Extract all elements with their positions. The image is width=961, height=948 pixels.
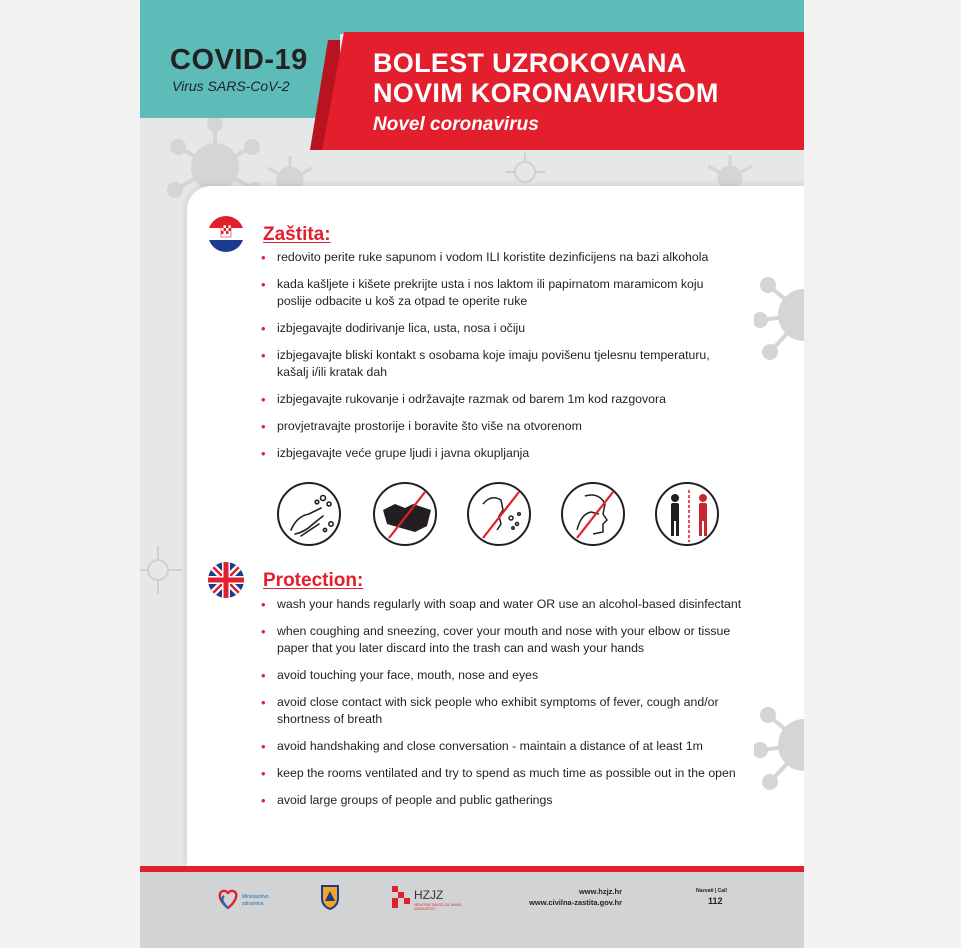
virus-decoration-icon: [754, 260, 804, 370]
list-item: • izbjegavajte rukovanje i održavajte razmak od barem 1m kod razgovora: [261, 391, 741, 408]
call-number: 112: [708, 896, 723, 906]
footer: [140, 872, 804, 948]
covid-title: COVID-19: [170, 44, 308, 76]
virus-decoration-icon: [754, 690, 804, 800]
hand-washing-icon: [277, 482, 341, 546]
list-item: • izbjegavajte veće grupe ljudi i javna okupljanja: [261, 445, 741, 462]
ministry-label-1: Ministarstvo: [242, 894, 269, 900]
list-item: • keep the rooms ventilated and try to spend as much time as possible out in the open: [261, 765, 751, 782]
list-item: • avoid close contact with sick people who exhibit symptoms of fever, cough and/or shortness of breath: [261, 694, 751, 728]
virus-decoration-icon: [700, 150, 760, 186]
headline-english: Novel coronavirus: [373, 114, 539, 135]
virus-decoration-icon: [140, 540, 185, 600]
uk-flag-icon: [208, 562, 244, 598]
hzjz-logo-icon: [392, 886, 410, 908]
section-title-en: Protection:: [263, 570, 364, 591]
list-item: • redovito perite ruke sapunom i vodom ILI koristite dezinficijens na bazi alkohola: [261, 249, 741, 266]
section-title-hr: Zaštita:: [263, 224, 331, 245]
civil-protection-emblem-icon: [320, 884, 340, 910]
distance-icon: [655, 482, 719, 546]
list-item: • avoid large groups of people and public gatherings: [261, 792, 751, 809]
headline-line-1: BOLEST UZROKOVANA: [373, 48, 687, 78]
croatian-flag-icon: [208, 216, 244, 252]
no-sneezing-icon: [467, 482, 531, 546]
virus-decoration-icon: [500, 150, 550, 186]
list-item: • izbjegavajte dodirivanje lica, usta, nosa i očiju: [261, 320, 741, 337]
list-item: • avoid handshaking and close conversation - maintain a distance of at least 1m: [261, 738, 751, 755]
list-item: • kada kašljete i kišete prekrijte usta i nos laktom ili papirnatom maramicom koju poslije odbacite u koš za otpad te operite ruke: [261, 276, 741, 310]
virus-decoration-icon: [260, 150, 320, 190]
teal-band: [140, 0, 804, 34]
hzjz-logo-text: HZJZ: [414, 888, 444, 902]
list-item: • provjetravajte prostorije i boravite što više na otvorenom: [261, 418, 741, 435]
no-face-touching-icon: [561, 482, 625, 546]
url-civil-protection: www.civilna-zastita.gov.hr: [529, 898, 622, 907]
url-hzjz: www.hzjz.hr: [578, 887, 622, 896]
list-item: • avoid touching your face, mouth, nose and eyes: [261, 667, 751, 684]
virus-subtitle: Virus SARS-CoV-2: [172, 78, 290, 94]
ministry-label-2: zdravstva: [242, 901, 264, 907]
list-item: • wash your hands regularly with soap and water OR use an alcohol-based disinfectant: [261, 596, 751, 613]
poster: [140, 0, 804, 948]
en-bullet-list: [261, 596, 751, 819]
list-item: • when coughing and sneezing, cover your mouth and nose with your elbow or tissue paper that you later discard into the trash can and wash your hands: [261, 623, 751, 657]
hzjz-subtext: HRVATSKI ZAVOD ZA JAVNO ZDRAVSTVO: [414, 903, 462, 911]
list-item: • izbjegavajte bliski kontakt s osobama koje imaju povišenu tjelesnu temperaturu, kašalj i/ili kratak dah: [261, 347, 741, 381]
headline-line-2: NOVIM KORONAVIRUSOM: [373, 78, 719, 108]
ministry-heart-logo-icon: [216, 888, 240, 910]
no-handshake-icon: [373, 482, 437, 546]
call-label: Nazvati | Call: [696, 888, 727, 894]
content-card: [187, 186, 804, 866]
hr-bullet-list: [261, 249, 741, 472]
